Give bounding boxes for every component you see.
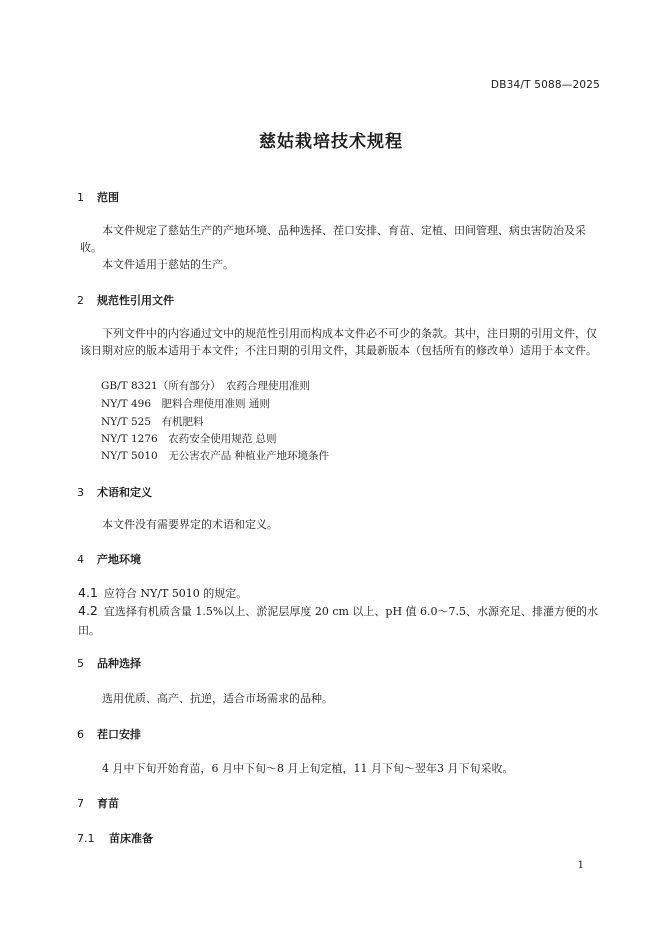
section-heading-normative-references bbox=[77, 292, 174, 308]
section-title: 育苗 bbox=[97, 797, 119, 810]
section-number: 3 bbox=[77, 486, 84, 499]
standard-code: DB34/T 5088—2025 bbox=[490, 79, 600, 91]
reference-item: GB/T 8321（所有部分） 农药合理使用准则 bbox=[101, 380, 310, 392]
section-heading-variety bbox=[77, 655, 141, 671]
section-number: 7.1 bbox=[77, 832, 95, 845]
section-heading-cropping bbox=[77, 726, 141, 742]
section-title: 茬口安排 bbox=[97, 728, 141, 741]
section-title: 品种选择 bbox=[97, 657, 141, 670]
reference-item: NY/T 525 有机肥料 bbox=[101, 416, 204, 428]
clause-text: 应符合 NY/T 5010 的规定。 bbox=[103, 587, 248, 600]
clause-4-2 bbox=[78, 601, 600, 640]
section-number: 2 bbox=[77, 294, 84, 307]
clause-number: 4.1 bbox=[78, 585, 98, 600]
section-number: 6 bbox=[77, 728, 84, 741]
reference-item: NY/T 496 肥料合理使用准则 通则 bbox=[101, 398, 270, 410]
section-heading-terms bbox=[77, 484, 152, 500]
document-title: 慈姑栽培技术规程 bbox=[259, 132, 403, 152]
section-number: 1 bbox=[77, 191, 84, 204]
section-number: 4 bbox=[77, 553, 84, 566]
paragraph: 本文件规定了慈姑生产的产地环境、品种选择、茬口安排、育苗、定植、田间管理、病虫害防治及采收。 bbox=[80, 224, 586, 254]
page-number: 1 bbox=[577, 860, 584, 871]
section-title: 苗床准备 bbox=[109, 832, 153, 845]
section-title: 范围 bbox=[97, 191, 119, 204]
subsection-heading-seedbed bbox=[77, 830, 153, 846]
section-heading-seedling bbox=[77, 795, 119, 811]
paragraph: 选用优质、高产、抗逆，适合市场需求的品种。 bbox=[102, 692, 333, 705]
reference-item: NY/T 5010 无公害农产品 种植业产地环境条件 bbox=[101, 450, 330, 462]
reference-item: NY/T 1276 农药安全使用规范 总则 bbox=[101, 433, 277, 445]
paragraph: 本文件没有需要界定的术语和定义。 bbox=[102, 518, 278, 531]
section-title: 产地环境 bbox=[97, 553, 141, 566]
paragraph: 本文件适用于慈姑的生产。 bbox=[102, 258, 234, 271]
paragraph: 下列文件中的内容通过文中的规范性引用而构成本文件必不可少的条款。其中，注日期的引用文件，仅该日期对应的版本适用于本文件；不注日期的引用文件，其最新版本（包括所有的修改单）适用于本文件。 bbox=[80, 327, 597, 357]
paragraph: 4 月中下旬开始育苗，6 月中下旬～8 月上旬定植，11 月下旬～翌年3 月下旬采收。 bbox=[102, 762, 514, 775]
clause-number: 4.2 bbox=[78, 603, 98, 618]
section-number: 5 bbox=[77, 657, 84, 670]
section-heading-environment bbox=[77, 551, 141, 567]
clause-4-1 bbox=[78, 583, 600, 603]
clause-text: 宜选择有机质含量 1.5%以上、淤泥层厚度 20 cm 以上、pH 值 6.0～7.5、水源充足、排灌方便的水田。 bbox=[78, 605, 599, 637]
section-title: 规范性引用文件 bbox=[97, 294, 174, 307]
section-number: 7 bbox=[77, 797, 84, 810]
section-heading-scope bbox=[77, 189, 119, 205]
section-title: 术语和定义 bbox=[97, 486, 152, 499]
